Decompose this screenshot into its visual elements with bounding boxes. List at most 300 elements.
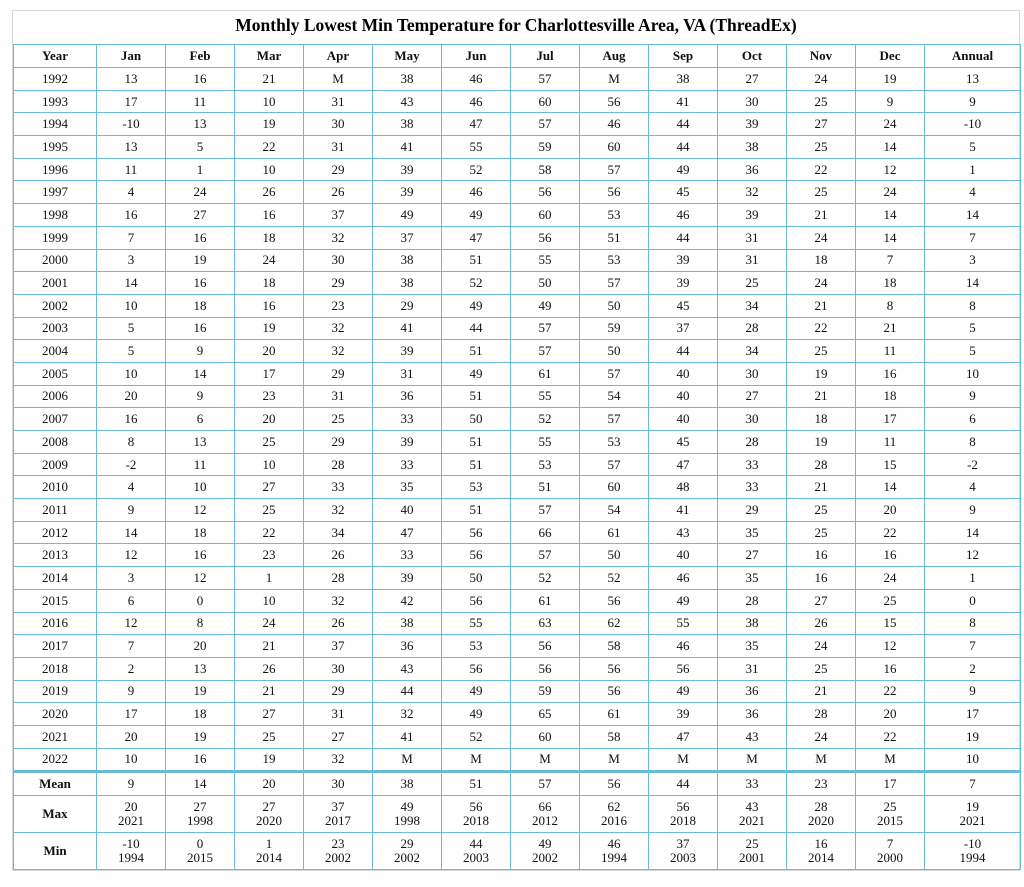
value-cell: 39 xyxy=(373,181,442,204)
table-row xyxy=(14,476,1021,499)
value-cell: -2 xyxy=(97,453,166,476)
stat-label: Mean xyxy=(14,772,97,796)
table-row xyxy=(14,272,1021,295)
value-cell: 9 xyxy=(97,499,166,522)
value-cell: 51 xyxy=(442,499,511,522)
table-row xyxy=(14,408,1021,431)
value-cell: 32 xyxy=(718,181,787,204)
value-cell: 10 xyxy=(97,294,166,317)
value-cell: 18 xyxy=(166,294,235,317)
value-cell: M xyxy=(856,748,925,772)
value-cell: 43 xyxy=(373,657,442,680)
value-cell: 31 xyxy=(718,226,787,249)
value-cell: 12 xyxy=(166,499,235,522)
min-value: -10 xyxy=(963,836,982,852)
value-cell: 50 xyxy=(580,294,649,317)
year-cell: 1994 xyxy=(14,113,97,136)
value-cell: 5 xyxy=(166,136,235,159)
mean-value-cell: 20 xyxy=(235,772,304,796)
value-cell: 16 xyxy=(235,294,304,317)
value-cell: 10 xyxy=(235,589,304,612)
value-cell: 18 xyxy=(166,521,235,544)
value-cell: 57 xyxy=(511,340,580,363)
value-cell: -2 xyxy=(925,453,1021,476)
value-cell: 51 xyxy=(511,476,580,499)
value-cell: 22 xyxy=(235,136,304,159)
value-cell: M xyxy=(511,748,580,772)
year-cell: 1998 xyxy=(14,204,97,227)
value-cell: 16 xyxy=(787,567,856,590)
min-value: 16 xyxy=(814,836,828,852)
value-cell: 25 xyxy=(235,725,304,748)
table-row xyxy=(14,589,1021,612)
value-cell: 56 xyxy=(580,680,649,703)
value-cell: 38 xyxy=(373,113,442,136)
value-cell: 22 xyxy=(856,725,925,748)
column-header-mar: Mar xyxy=(235,45,304,68)
mean-value-cell: 14 xyxy=(166,772,235,796)
value-cell: 39 xyxy=(649,249,718,272)
min-cell xyxy=(718,833,787,870)
value-cell: 51 xyxy=(442,249,511,272)
value-cell: 52 xyxy=(442,272,511,295)
value-cell: 26 xyxy=(304,544,373,567)
value-cell: 19 xyxy=(925,725,1021,748)
value-cell: 39 xyxy=(373,567,442,590)
value-cell: 47 xyxy=(442,113,511,136)
value-cell: 28 xyxy=(304,567,373,590)
value-cell: 8 xyxy=(97,431,166,454)
min-year: 2001 xyxy=(739,850,765,866)
value-cell: 52 xyxy=(511,408,580,431)
value-cell: 57 xyxy=(511,113,580,136)
value-cell: 30 xyxy=(718,362,787,385)
max-cell xyxy=(649,796,718,833)
value-cell: 55 xyxy=(442,136,511,159)
min-year: 2003 xyxy=(463,850,489,866)
value-cell: 44 xyxy=(649,226,718,249)
min-year: 2014 xyxy=(256,850,282,866)
value-cell: 31 xyxy=(718,249,787,272)
max-cell xyxy=(580,796,649,833)
value-cell: 2 xyxy=(925,657,1021,680)
value-cell: 53 xyxy=(442,635,511,658)
mean-value-cell: 17 xyxy=(856,772,925,796)
value-cell: 30 xyxy=(718,90,787,113)
value-cell: 16 xyxy=(235,204,304,227)
mean-value-cell: 44 xyxy=(649,772,718,796)
value-cell: 0 xyxy=(925,589,1021,612)
value-cell: 45 xyxy=(649,294,718,317)
value-cell: 17 xyxy=(925,703,1021,726)
value-cell: 33 xyxy=(373,453,442,476)
value-cell: 38 xyxy=(718,612,787,635)
year-cell: 2006 xyxy=(14,385,97,408)
table-row xyxy=(14,113,1021,136)
max-value: 27 xyxy=(193,799,207,815)
year-cell: 1997 xyxy=(14,181,97,204)
value-cell: 50 xyxy=(511,272,580,295)
year-cell: 2005 xyxy=(14,362,97,385)
value-cell: 25 xyxy=(787,657,856,680)
value-cell: 46 xyxy=(580,113,649,136)
year-cell: 2010 xyxy=(14,476,97,499)
table-row xyxy=(14,748,1021,772)
value-cell: 49 xyxy=(511,294,580,317)
value-cell: 32 xyxy=(304,748,373,772)
value-cell: 50 xyxy=(442,567,511,590)
year-cell: 2011 xyxy=(14,499,97,522)
max-value: 56 xyxy=(469,799,483,815)
value-cell: 41 xyxy=(373,725,442,748)
value-cell: 53 xyxy=(580,204,649,227)
value-cell: 19 xyxy=(166,725,235,748)
value-cell: 21 xyxy=(787,680,856,703)
value-cell: 21 xyxy=(235,680,304,703)
value-cell: 56 xyxy=(442,589,511,612)
table-row xyxy=(14,431,1021,454)
min-cell xyxy=(166,833,235,870)
value-cell: 14 xyxy=(97,272,166,295)
value-cell: 24 xyxy=(787,725,856,748)
value-cell: 47 xyxy=(649,725,718,748)
value-cell: 1 xyxy=(166,158,235,181)
value-cell: 15 xyxy=(856,453,925,476)
value-cell: 28 xyxy=(787,453,856,476)
min-cell xyxy=(442,833,511,870)
value-cell: 10 xyxy=(925,748,1021,772)
value-cell: 9 xyxy=(166,385,235,408)
min-cell xyxy=(580,833,649,870)
value-cell: 4 xyxy=(925,476,1021,499)
min-value: 25 xyxy=(745,836,759,852)
value-cell: 21 xyxy=(235,635,304,658)
max-value: 27 xyxy=(262,799,276,815)
value-cell: M xyxy=(373,748,442,772)
value-cell: 29 xyxy=(304,431,373,454)
min-value: 49 xyxy=(538,836,552,852)
value-cell: 31 xyxy=(304,136,373,159)
value-cell: 24 xyxy=(787,272,856,295)
value-cell: 27 xyxy=(304,725,373,748)
value-cell: 21 xyxy=(787,204,856,227)
value-cell: 24 xyxy=(166,181,235,204)
value-cell: 33 xyxy=(304,476,373,499)
value-cell: 49 xyxy=(373,204,442,227)
value-cell: 24 xyxy=(787,226,856,249)
year-cell: 2008 xyxy=(14,431,97,454)
value-cell: 20 xyxy=(97,725,166,748)
value-cell: 27 xyxy=(166,204,235,227)
value-cell: 17 xyxy=(97,703,166,726)
value-cell: 13 xyxy=(925,68,1021,91)
min-year: 1994 xyxy=(601,850,627,866)
min-value: -10 xyxy=(122,836,140,852)
year-cell: 2018 xyxy=(14,657,97,680)
value-cell: -10 xyxy=(925,113,1021,136)
value-cell: 12 xyxy=(97,544,166,567)
min-cell xyxy=(925,833,1021,870)
table-row xyxy=(14,204,1021,227)
value-cell: 17 xyxy=(856,408,925,431)
column-header-oct: Oct xyxy=(718,45,787,68)
value-cell: 58 xyxy=(580,635,649,658)
year-cell: 1993 xyxy=(14,90,97,113)
table-row xyxy=(14,136,1021,159)
max-value: 37 xyxy=(331,799,345,815)
value-cell: 28 xyxy=(718,589,787,612)
value-cell: 32 xyxy=(304,589,373,612)
value-cell: 18 xyxy=(856,272,925,295)
value-cell: 30 xyxy=(304,249,373,272)
value-cell: 9 xyxy=(925,499,1021,522)
value-cell: 24 xyxy=(787,68,856,91)
value-cell: 55 xyxy=(649,612,718,635)
value-cell: 12 xyxy=(856,158,925,181)
min-year: 2003 xyxy=(670,850,696,866)
year-cell: 2004 xyxy=(14,340,97,363)
column-header-dec: Dec xyxy=(856,45,925,68)
min-value: 7 xyxy=(886,836,894,852)
value-cell: 16 xyxy=(787,544,856,567)
value-cell: 8 xyxy=(925,612,1021,635)
value-cell: 29 xyxy=(304,272,373,295)
value-cell: 57 xyxy=(511,544,580,567)
value-cell: 16 xyxy=(166,68,235,91)
value-cell: M xyxy=(580,748,649,772)
year-cell: 2020 xyxy=(14,703,97,726)
min-cell xyxy=(856,833,925,870)
value-cell: 23 xyxy=(235,385,304,408)
value-cell: 49 xyxy=(442,703,511,726)
table-row xyxy=(14,567,1021,590)
value-cell: 23 xyxy=(235,544,304,567)
value-cell: 33 xyxy=(373,544,442,567)
value-cell: 46 xyxy=(442,68,511,91)
max-cell xyxy=(856,796,925,833)
value-cell: 4 xyxy=(97,476,166,499)
value-cell: 13 xyxy=(166,431,235,454)
column-header-jan: Jan xyxy=(97,45,166,68)
value-cell: 57 xyxy=(580,272,649,295)
max-value: 43 xyxy=(745,799,759,815)
max-cell xyxy=(718,796,787,833)
value-cell: 38 xyxy=(718,136,787,159)
value-cell: 40 xyxy=(649,544,718,567)
value-cell: 11 xyxy=(166,90,235,113)
max-cell xyxy=(97,796,166,833)
value-cell: 44 xyxy=(373,680,442,703)
value-cell: 50 xyxy=(580,544,649,567)
value-cell: 62 xyxy=(580,612,649,635)
value-cell: M xyxy=(580,68,649,91)
value-cell: 31 xyxy=(718,657,787,680)
value-cell: 27 xyxy=(787,589,856,612)
value-cell: 27 xyxy=(718,68,787,91)
value-cell: 5 xyxy=(925,136,1021,159)
column-header-nov: Nov xyxy=(787,45,856,68)
value-cell: 9 xyxy=(925,90,1021,113)
value-cell: 36 xyxy=(718,703,787,726)
value-cell: 7 xyxy=(97,635,166,658)
value-cell: 40 xyxy=(649,408,718,431)
min-cell xyxy=(97,833,166,870)
value-cell: 25 xyxy=(787,136,856,159)
value-cell: 53 xyxy=(580,249,649,272)
value-cell: 19 xyxy=(166,680,235,703)
value-cell: 56 xyxy=(442,657,511,680)
value-cell: 49 xyxy=(442,204,511,227)
max-year: 2020 xyxy=(256,813,282,829)
table-row xyxy=(14,544,1021,567)
value-cell: 14 xyxy=(166,362,235,385)
value-cell: 25 xyxy=(787,90,856,113)
table-row xyxy=(14,453,1021,476)
table-row xyxy=(14,635,1021,658)
max-cell xyxy=(925,796,1021,833)
value-cell: M xyxy=(304,68,373,91)
value-cell: 57 xyxy=(511,499,580,522)
value-cell: 60 xyxy=(511,90,580,113)
value-cell: 32 xyxy=(304,340,373,363)
value-cell: 19 xyxy=(235,113,304,136)
value-cell: 7 xyxy=(856,249,925,272)
column-header-aug: Aug xyxy=(580,45,649,68)
min-year: 1994 xyxy=(959,850,986,866)
table-row xyxy=(14,521,1021,544)
max-year: 2017 xyxy=(325,813,351,829)
value-cell: 3 xyxy=(97,567,166,590)
value-cell: 58 xyxy=(511,158,580,181)
value-cell: -10 xyxy=(97,113,166,136)
value-cell: 63 xyxy=(511,612,580,635)
min-year: 1994 xyxy=(118,850,144,866)
stat-label: Min xyxy=(14,833,97,870)
value-cell: 35 xyxy=(718,521,787,544)
value-cell: 56 xyxy=(580,657,649,680)
value-cell: 21 xyxy=(787,294,856,317)
value-cell: 38 xyxy=(373,272,442,295)
value-cell: 49 xyxy=(649,589,718,612)
value-cell: 13 xyxy=(166,657,235,680)
value-cell: 57 xyxy=(511,317,580,340)
year-cell: 2009 xyxy=(14,453,97,476)
value-cell: 37 xyxy=(649,317,718,340)
min-year: 2000 xyxy=(877,850,903,866)
value-cell: 36 xyxy=(373,635,442,658)
value-cell: 55 xyxy=(511,385,580,408)
min-cell xyxy=(304,833,373,870)
value-cell: 14 xyxy=(925,272,1021,295)
table-row xyxy=(14,181,1021,204)
value-cell: 46 xyxy=(649,635,718,658)
min-value: 37 xyxy=(676,836,690,852)
value-cell: 1 xyxy=(235,567,304,590)
value-cell: 6 xyxy=(166,408,235,431)
value-cell: 56 xyxy=(511,226,580,249)
value-cell: 7 xyxy=(925,635,1021,658)
min-value: 46 xyxy=(607,836,621,852)
column-header-apr: Apr xyxy=(304,45,373,68)
value-cell: 14 xyxy=(856,476,925,499)
max-year: 2021 xyxy=(959,813,986,829)
value-cell: 25 xyxy=(787,521,856,544)
table-row xyxy=(14,249,1021,272)
value-cell: 56 xyxy=(580,181,649,204)
year-cell: 2002 xyxy=(14,294,97,317)
value-cell: 11 xyxy=(856,340,925,363)
value-cell: 46 xyxy=(442,90,511,113)
value-cell: 10 xyxy=(235,90,304,113)
value-cell: 14 xyxy=(856,226,925,249)
value-cell: 43 xyxy=(718,725,787,748)
max-year: 2018 xyxy=(463,813,489,829)
year-cell: 2000 xyxy=(14,249,97,272)
mean-value-cell: 56 xyxy=(580,772,649,796)
max-cell xyxy=(373,796,442,833)
value-cell: 25 xyxy=(235,499,304,522)
value-cell: 5 xyxy=(925,340,1021,363)
table-row xyxy=(14,68,1021,91)
value-cell: 56 xyxy=(442,544,511,567)
value-cell: 20 xyxy=(856,703,925,726)
value-cell: 16 xyxy=(97,408,166,431)
year-cell: 1996 xyxy=(14,158,97,181)
max-year: 2020 xyxy=(808,813,834,829)
value-cell: 7 xyxy=(925,226,1021,249)
min-cell xyxy=(787,833,856,870)
max-value: 62 xyxy=(607,799,621,815)
value-cell: 35 xyxy=(718,567,787,590)
value-cell: 27 xyxy=(718,544,787,567)
value-cell: 30 xyxy=(304,657,373,680)
max-value: 25 xyxy=(883,799,897,815)
value-cell: 29 xyxy=(304,362,373,385)
mean-value-cell: 51 xyxy=(442,772,511,796)
value-cell: 49 xyxy=(649,158,718,181)
value-cell: 25 xyxy=(718,272,787,295)
value-cell: 6 xyxy=(925,408,1021,431)
value-cell: M xyxy=(442,748,511,772)
column-header-feb: Feb xyxy=(166,45,235,68)
value-cell: 10 xyxy=(97,362,166,385)
max-year: 2012 xyxy=(532,813,558,829)
value-cell: 16 xyxy=(856,657,925,680)
value-cell: 15 xyxy=(856,612,925,635)
value-cell: 66 xyxy=(511,521,580,544)
value-cell: 51 xyxy=(442,340,511,363)
value-cell: 25 xyxy=(856,589,925,612)
value-cell: 14 xyxy=(925,204,1021,227)
value-cell: 2 xyxy=(97,657,166,680)
table-header xyxy=(14,45,1021,68)
max-cell xyxy=(235,796,304,833)
value-cell: 31 xyxy=(304,385,373,408)
value-cell: 34 xyxy=(718,294,787,317)
value-cell: M xyxy=(649,748,718,772)
value-cell: 29 xyxy=(373,294,442,317)
value-cell: 20 xyxy=(856,499,925,522)
value-cell: 57 xyxy=(580,158,649,181)
mean-value-cell: 38 xyxy=(373,772,442,796)
stat-label: Max xyxy=(14,796,97,833)
max-cell xyxy=(511,796,580,833)
max-year: 2016 xyxy=(601,813,627,829)
value-cell: 16 xyxy=(166,226,235,249)
value-cell: 9 xyxy=(856,90,925,113)
value-cell: 38 xyxy=(373,612,442,635)
value-cell: 0 xyxy=(166,589,235,612)
